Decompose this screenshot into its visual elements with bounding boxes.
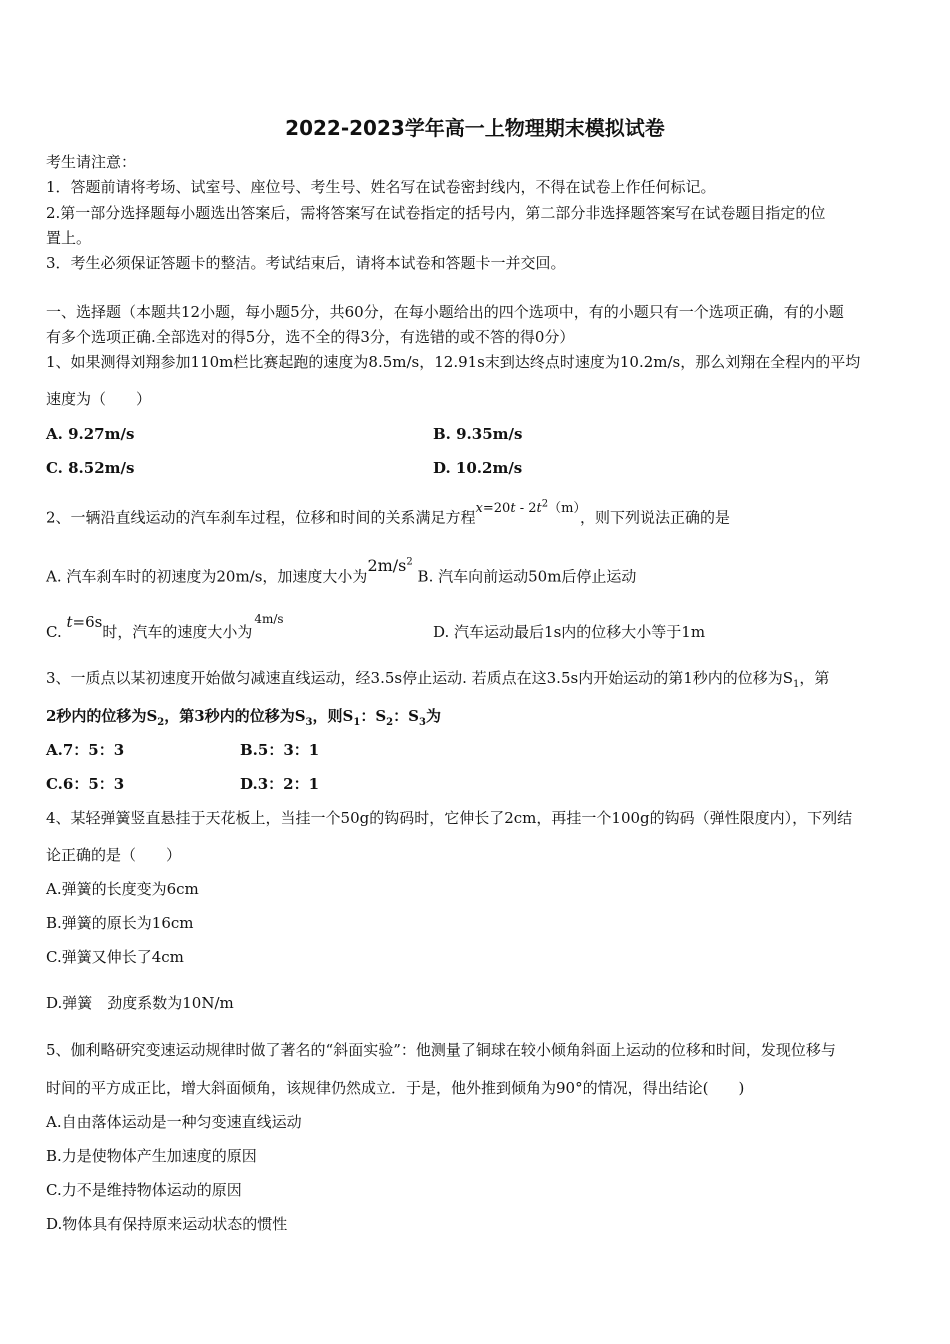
q3-stem-1-text: 3、一质点以某初速度开始做匀减速直线运动，经3.5s停止运动. 若质点在这3.5s内开始运动的第1秒内的位移为S [46, 669, 794, 687]
q3-stem-2-d: 为 [425, 707, 441, 725]
q3-stem-2-a: 2秒内的位移为S [46, 707, 158, 725]
q3-stem-2-c: ，则S [312, 707, 354, 725]
q3-sub-3: 3 [305, 717, 313, 728]
q2-stem [46, 499, 908, 529]
q2-option-a-unit-text: 2m/s [367, 556, 407, 576]
q5-option-d: D.物体具有保持原来运动状态的惯性 [46, 1215, 288, 1233]
q4-option-b: B.弹簧的原长为16cm [46, 914, 194, 932]
q2-eq-unit: （m） [548, 501, 580, 517]
q4-option-c: C.弹簧又伸长了4cm [46, 948, 184, 966]
q5-option-b: B.力是使物体产生加速度的原因 [46, 1147, 257, 1165]
q2-option-c-eq: =6s [72, 613, 103, 631]
q4-stem-1: 4、某轻弹簧竖直悬挂于天花板上，当挂一个50g的钩码时，它伸长了2cm，再挂一个100g的钩码（弹性限度内），下列结 [46, 809, 853, 827]
q4-option-d: D.弹簧 劲度系数为10N/m [46, 994, 234, 1012]
q2-stem-prefix: 2、一辆沿直线运动的汽车刹车过程，位移和时间的关系满足方程 [46, 508, 476, 527]
q1-stem-1: 1、如果测得刘翔参加110m栏比赛起跑的速度为8.5m/s，12.91s末到达终点时速度为10.2m/s，那么刘翔在全程内的平均 [46, 353, 861, 371]
q3-stem-2-b: ，第3秒内的位移为S [164, 707, 306, 725]
q2-stem-suffix: ，则下列说法正确的是 [579, 508, 730, 527]
page-title: 2022-2023学年高一上物理期末模拟试卷 [285, 116, 665, 140]
section-instructions-1: 一、选择题（本题共12小题，每小题5分，共60分，在每小题给出的四个选项中，有的小题只有一个选项正确，有的小题 [46, 303, 844, 321]
q2-eq-mid: =20 [482, 501, 511, 517]
q3-stem-1 [46, 668, 908, 695]
q3-sub-2: 2 [157, 717, 165, 728]
q2-option-a-unit [367, 556, 412, 575]
q2-option-c-condition [67, 613, 103, 631]
q2-eq-x: x [475, 501, 483, 517]
q2-eq-t2: t [536, 501, 542, 517]
q2-option-a-unit-exp: 2 [406, 557, 413, 568]
q1-option-b: B. 9.35m/s [433, 425, 523, 443]
q3-ratio-c1: ：S [360, 707, 387, 725]
q2-option-c-prefix: C. [46, 623, 62, 641]
q3-ratio-c2: ：S [393, 707, 419, 725]
q4-option-a: A.弹簧的长度变为6cm [46, 880, 199, 898]
q3-sub-1: 1 [793, 679, 800, 690]
q2-eq-t: t [510, 501, 516, 517]
q1-option-c: C. 8.52m/s [46, 459, 135, 477]
q2-option-c-t: t [66, 613, 73, 631]
q3-stem-2 [46, 706, 908, 733]
q3-ratio-s3: 3 [418, 717, 426, 728]
q3-option-c: C.6：5：3 [46, 775, 125, 793]
q2-eq-exp: 2 [541, 499, 549, 510]
q5-option-c: C.力不是维持物体运动的原因 [46, 1181, 242, 1199]
q3-ratio-s1: 1 [353, 717, 361, 728]
q2-option-b: B. 汽车向前运动50m后停止运动 [417, 567, 637, 586]
notice-item-2: 2.第一部分选择题每小题选出答案后，需将答案写在试卷指定的括号内，第二部分非选择题答案写在试卷题目指定的位 [46, 204, 826, 222]
q2-equation [476, 501, 580, 516]
q2-eq-minus: - 2 [515, 501, 537, 517]
q2-options-ab [46, 556, 908, 586]
q2-option-c-value: 4m/s [254, 612, 284, 626]
q2-option-a: A. 汽车刹车时的初速度为20m/s，加速度大小为 [46, 567, 368, 586]
q1-option-a: A. 9.27m/s [46, 425, 135, 443]
q5-stem-1: 5、伽利略研究变速运动规律时做了著名的“斜面实验”：他测量了铜球在较小倾角斜面上运动的位移和时间，发现位移与 [46, 1041, 836, 1059]
q1-option-d: D. 10.2m/s [433, 459, 523, 477]
q5-option-a: A.自由落体运动是一种匀变速直线运动 [46, 1113, 302, 1131]
q1-stem-2: 速度为（ ） [46, 390, 152, 408]
notice-heading: 考生请注意： [46, 153, 137, 171]
q3-stem-1-end: ，第 [799, 669, 830, 687]
section-instructions-2: 有多个选项正确.全部选对的得5分，选不全的得3分，有选错的或不答的得0分） [46, 328, 575, 346]
notice-item-1: 1．答题前请将考场、试室号、座位号、考生号、姓名写在试卷密封线内，不得在试卷上作任何标记。 [46, 178, 716, 196]
q2-option-d: D. 汽车运动最后1s内的位移大小等于1m [433, 623, 706, 641]
q3-option-d: D.3：2：1 [240, 775, 320, 793]
q3-option-a: A.7：5：3 [46, 741, 125, 759]
q3-ratio-s2: 2 [386, 717, 394, 728]
q2-option-c-text: 时，汽车的速度大小为 [102, 623, 253, 641]
notice-item-2-cont: 置上。 [46, 229, 92, 247]
q3-option-b: B.5：3：1 [240, 741, 320, 759]
q5-stem-2: 时间的平方成正比，增大斜面倾角，该规律仍然成立．于是，他外推到倾角为90°的情况，得出结论( ) [46, 1079, 745, 1097]
q4-stem-2: 论正确的是（ ） [46, 846, 182, 864]
notice-item-3: 3．考生必须保证答题卡的整洁。考试结束后，请将本试卷和答题卡一并交回。 [46, 254, 566, 272]
